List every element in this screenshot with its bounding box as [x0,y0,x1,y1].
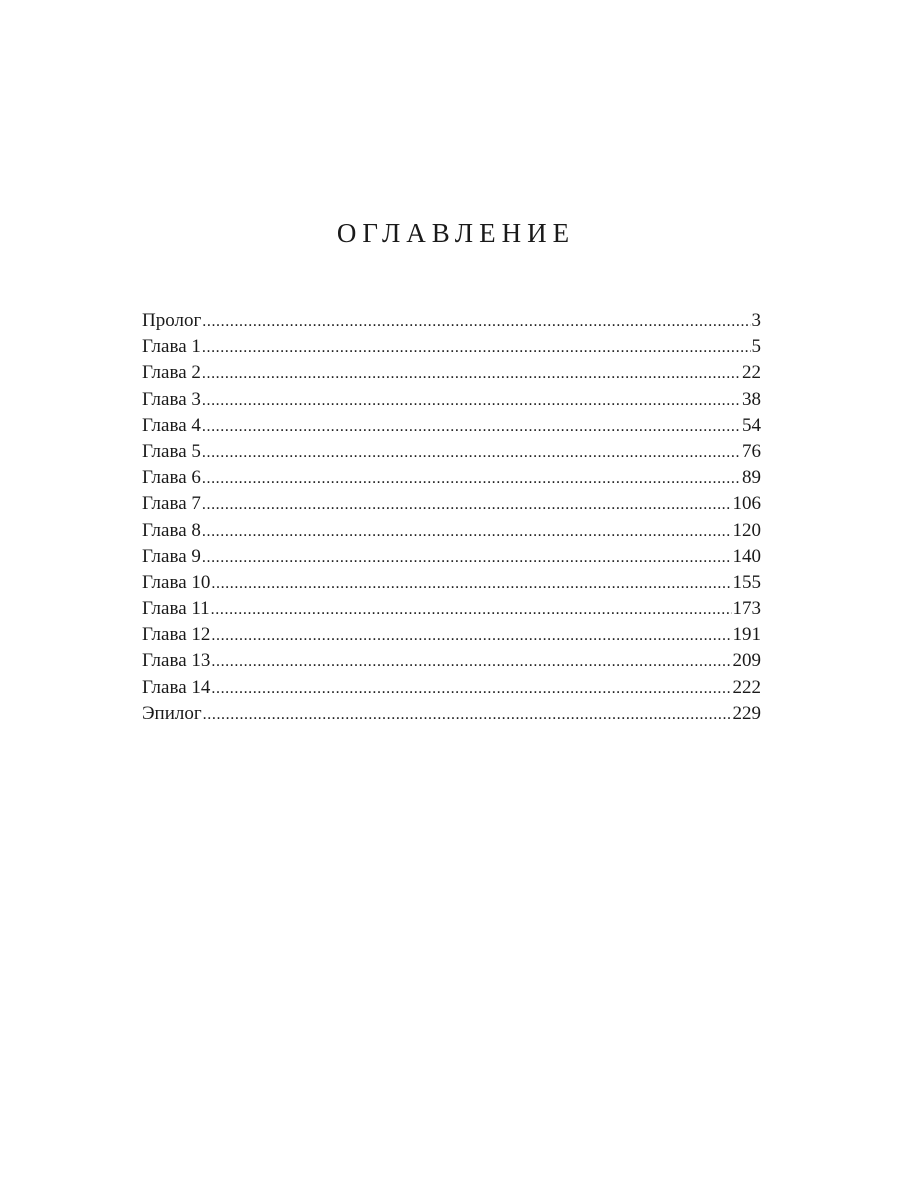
toc-entry[interactable] [142,360,761,386]
toc-entry-label: Глава 1 [142,336,201,358]
toc-dot-leader [202,492,732,517]
toc-dot-leader [211,649,731,674]
toc-entry-page: 229 [732,702,761,724]
toc-entry-page: 120 [732,519,761,541]
toc-entry-label: Глава 12 [142,624,211,646]
toc-entry-label: Глава 14 [142,676,211,698]
toc-dot-leader [211,571,731,596]
toc-entry-label: Глава 7 [142,493,201,515]
toc-entry-label: Глава 9 [142,545,201,567]
toc-entry[interactable] [142,622,761,648]
toc-dot-leader [202,309,750,334]
toc-dot-leader [202,440,741,465]
toc-entry-page: 5 [751,336,761,358]
toc-dot-leader [202,466,741,491]
toc-dot-leader [211,623,731,648]
toc-entry[interactable] [142,465,761,491]
toc-entry-page: 22 [742,362,761,384]
toc-entry-label: Глава 8 [142,519,201,541]
toc-entry-page: 54 [742,414,761,436]
page-title: ОГЛАВЛЕНИЕ [336,218,576,248]
toc-entry-page: 209 [732,650,761,672]
toc-dot-leader [202,519,732,544]
toc-dot-leader [202,361,741,386]
toc-dot-leader [202,388,741,413]
toc-entry[interactable] [142,648,761,674]
toc-entry-label: Эпилог [142,702,202,724]
toc-entry-label: Глава 4 [142,414,201,436]
toc-entry-label: Глава 11 [142,598,210,620]
toc-entry-label: Глава 2 [142,362,201,384]
toc-entry[interactable] [142,334,761,360]
toc-entry-label: Глава 10 [142,571,211,593]
toc-entry-page: 76 [742,440,761,462]
toc-entry-page: 222 [732,676,761,698]
toc-entry-page: 89 [742,467,761,489]
toc-entry-page: 38 [742,388,761,410]
toc-entry[interactable] [142,439,761,465]
toc-entry-page: 3 [751,310,761,331]
toc-entry-label: Глава 3 [142,388,201,410]
toc-entry[interactable] [142,387,761,413]
toc-entry[interactable] [142,701,761,727]
toc-entry[interactable] [142,596,761,622]
toc-dot-leader [203,702,732,727]
toc-dot-leader [211,676,731,701]
toc-entry-page: 106 [732,493,761,515]
toc-entry[interactable] [142,544,761,570]
table-of-contents [142,308,761,727]
toc-entry[interactable] [142,518,761,544]
toc-entry[interactable] [142,491,761,517]
toc-entry[interactable] [142,570,761,596]
toc-entry-page: 191 [732,624,761,646]
toc-entry-label: Глава 5 [142,440,201,462]
toc-entry-label: Пролог [142,310,202,331]
toc-entry-label: Глава 6 [142,467,201,489]
toc-entry[interactable] [142,413,761,439]
toc-dot-leader [211,597,732,622]
toc-dot-leader [202,545,732,570]
toc-dot-leader [202,414,741,439]
toc-entry-page: 155 [732,571,761,593]
toc-entry[interactable] [142,308,761,334]
toc-entry-label: Глава 13 [142,650,211,672]
toc-entry[interactable] [142,675,761,701]
toc-dot-leader [202,335,751,360]
toc-entry-page: 173 [732,598,761,620]
toc-entry-page: 140 [732,545,761,567]
